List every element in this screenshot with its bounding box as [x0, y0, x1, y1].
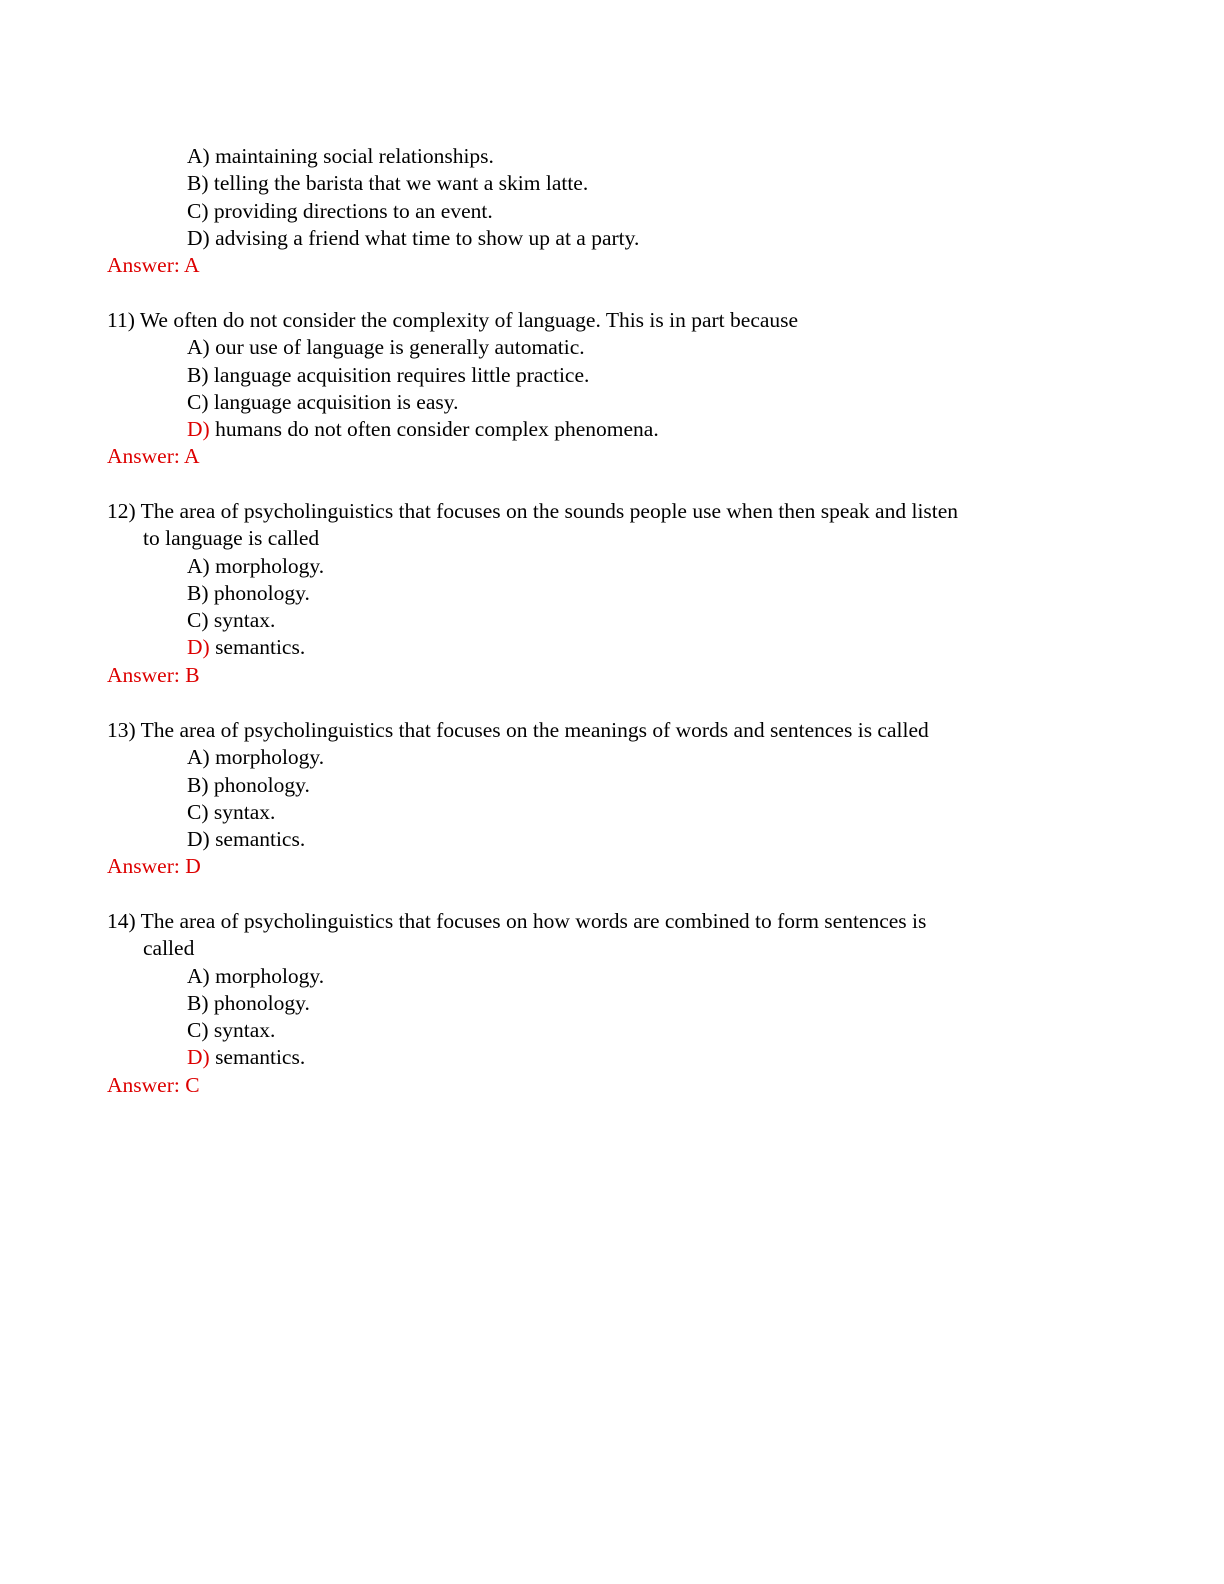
option-c — [107, 607, 1107, 634]
option-letter: B) — [187, 171, 209, 196]
answer-line: Answer: A — [107, 253, 200, 278]
answer-line: Answer: D — [107, 854, 201, 879]
question-stem-continuation: to language is called — [143, 526, 320, 551]
answer-line: Answer: B — [107, 662, 200, 687]
answer-line: Answer: C — [107, 1072, 200, 1097]
option-text: syntax. — [208, 608, 276, 633]
option-a — [107, 143, 1107, 170]
question-14 — [107, 908, 1107, 1099]
option-c — [107, 1017, 1107, 1044]
option-c — [107, 389, 1107, 416]
option-letter: D) — [187, 827, 210, 852]
option-text: advising a friend what time to show up at a party. — [209, 225, 640, 250]
option-letter: A) — [187, 144, 210, 168]
option-c — [107, 198, 1107, 225]
option-text: morphology. — [209, 745, 325, 770]
option-d — [107, 826, 1107, 853]
option-text: syntax. — [208, 799, 276, 824]
question-12 — [107, 498, 1107, 689]
option-text: language acquisition is easy. — [208, 389, 459, 414]
option-c — [107, 799, 1107, 826]
option-text: morphology. — [209, 963, 325, 988]
option-letter: D) — [187, 225, 210, 250]
option-d — [107, 634, 1107, 661]
option-text: phonology. — [208, 772, 310, 797]
option-text: language acquisition requires little practice. — [208, 362, 590, 387]
option-text: syntax. — [208, 1018, 276, 1043]
option-letter: B) — [187, 772, 209, 797]
option-b — [107, 772, 1107, 799]
option-text: our use of language is generally automatic. — [209, 335, 585, 360]
option-letter: D) — [187, 417, 210, 442]
option-letter: A) — [187, 745, 210, 770]
option-text: semantics. — [209, 1045, 306, 1070]
option-letter: A) — [187, 963, 210, 988]
question-stem: 11) We often do not consider the complexity of language. This is in part because — [107, 308, 799, 332]
question-stem-continuation: called — [143, 936, 195, 961]
option-letter: A) — [187, 553, 210, 578]
option-a — [107, 553, 1107, 580]
option-letter: C) — [187, 1018, 209, 1043]
option-letter: B) — [187, 990, 209, 1015]
option-text: maintaining social relationships. — [209, 144, 494, 168]
option-text: phonology. — [208, 990, 310, 1015]
question-stem: 12) The area of psycholinguistics that focuses on the sounds people use when then speak and listen — [107, 499, 959, 523]
option-text: morphology. — [209, 553, 325, 578]
option-text: semantics. — [209, 827, 306, 852]
option-d — [107, 225, 1107, 252]
option-text: telling the barista that we want a skim latte. — [208, 171, 589, 196]
option-a — [107, 334, 1107, 361]
option-letter: C) — [187, 389, 209, 414]
question-10 — [107, 143, 1107, 279]
option-letter: C) — [187, 608, 209, 633]
option-text: humans do not often consider complex phenomena. — [209, 417, 659, 442]
option-letter: D) — [187, 1045, 210, 1070]
question-13 — [107, 717, 1107, 881]
option-a — [107, 963, 1107, 990]
question-stem: 14) The area of psycholinguistics that focuses on how words are combined to form sentences is — [107, 909, 927, 933]
option-b — [107, 170, 1107, 197]
option-a — [107, 744, 1107, 771]
option-letter: A) — [187, 335, 210, 360]
option-d — [107, 1044, 1107, 1071]
option-letter: C) — [187, 799, 209, 824]
option-letter: B) — [187, 580, 209, 605]
option-d — [107, 416, 1107, 443]
question-11 — [107, 307, 1107, 471]
option-text: providing directions to an event. — [208, 198, 493, 223]
option-letter: D) — [187, 635, 210, 660]
option-b — [107, 362, 1107, 389]
option-letter: B) — [187, 362, 209, 387]
option-b — [107, 580, 1107, 607]
option-letter: C) — [187, 198, 209, 223]
option-text: semantics. — [209, 635, 306, 660]
option-b — [107, 990, 1107, 1017]
answer-line: Answer: A — [107, 444, 200, 469]
option-text: phonology. — [208, 580, 310, 605]
question-stem: 13) The area of psycholinguistics that focuses on the meanings of words and sentences is called — [107, 718, 929, 742]
